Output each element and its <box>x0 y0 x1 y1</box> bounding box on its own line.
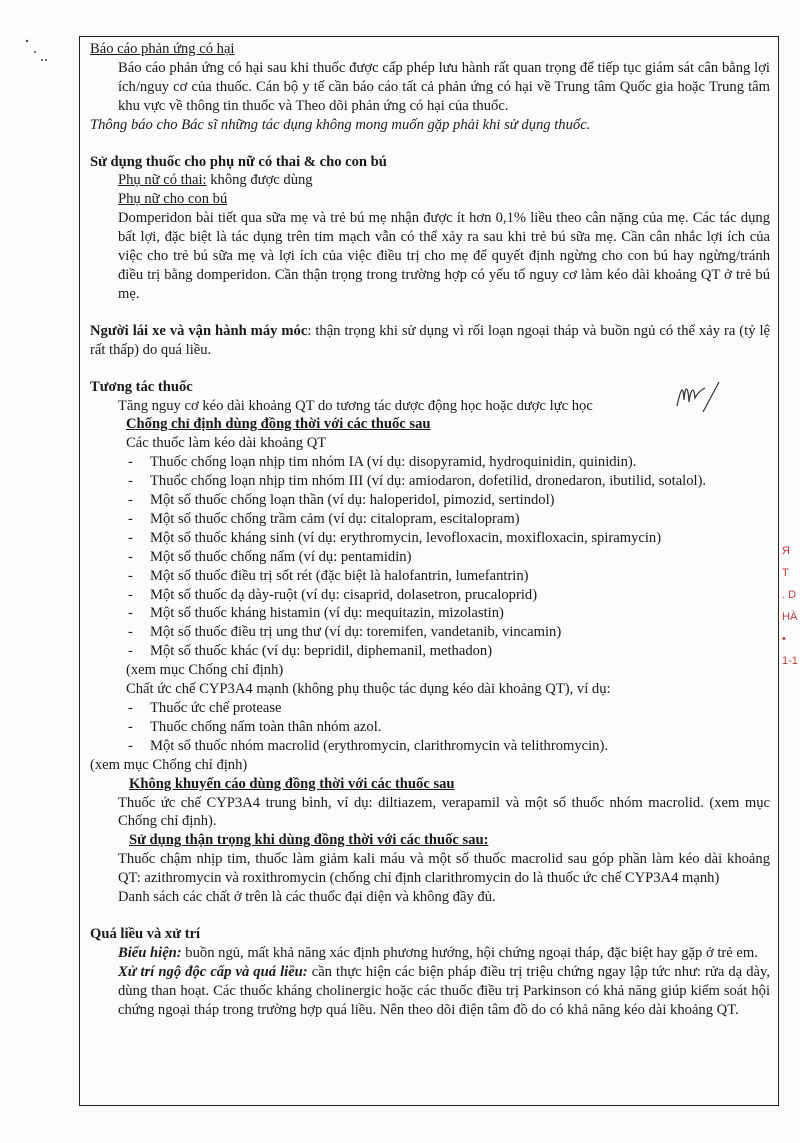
overdose-symptoms <box>90 944 770 963</box>
pregnancy-heading: Sử dụng thuốc cho phụ nữ có thai & cho con bú <box>90 153 387 170</box>
list-item: - Một số thuốc khác (ví dụ: bepridil, diphemanil, methadon) <box>90 642 770 661</box>
not-recommended-heading: Không khuyến cáo dùng đồng thời với các thuốc sau <box>129 775 455 792</box>
adr-heading: Báo cáo phản ứng có hại <box>90 41 235 57</box>
caution-text: Thuốc chậm nhịp tim, thuốc làm giảm kali máu và một số thuốc macrolid sau góp phần làm kéo dài khoảng QT: azithromycin và roxithromycin (chống chỉ định clarithromycin do là thuốc ức chế CYP3A4 mạnh) <box>118 851 770 887</box>
pregnant-line <box>90 171 770 190</box>
stamp-text: T <box>782 567 789 579</box>
caution-heading: Sử dụng thận trọng khi dùng đồng thời với các thuốc sau: <box>129 832 489 849</box>
not-recommended-text: Thuốc ức chế CYP3A4 trung bình, ví dụ: diltiazem, verapamil và một số thuốc nhóm macrolid. (xem mục Chống chỉ định). <box>118 794 770 830</box>
adr-note: Thông báo cho Bác sĩ những tác dụng không mong muốn gặp phải khi sử dụng thuốc. <box>90 116 591 133</box>
list-item: - Một số thuốc kháng sinh (ví dụ: erythromycin, levofloxacin, moxifloxacin, spiramycin) <box>90 529 770 548</box>
pregnant-value: không được dùng <box>206 172 313 189</box>
stamp-text: . D <box>782 589 797 601</box>
list-item: - Thuốc ức chế protease <box>90 699 770 718</box>
cyp-drugs-list <box>90 699 770 756</box>
list-item: - Một số thuốc nhóm macrolid (erythromycin, clarithromycin và telithromycin). <box>90 737 770 756</box>
stamp-icon <box>782 540 800 672</box>
cyp-label: Chất ức chế CYP3A4 mạnh (không phụ thuộc tác dụng kéo dài khoảng QT), ví dụ: <box>126 681 611 698</box>
symptoms-text: buồn ngủ, mất khả năng xác định phương hướng, hội chứng ngoại tháp, đặc biệt hay gặp ở trẻ em. <box>181 944 758 961</box>
qt-drugs-list <box>90 453 770 661</box>
overdose-heading: Quá liều và xử trí <box>90 925 201 942</box>
lactating-label: Phụ nữ cho con bú <box>118 191 228 208</box>
driving-paragraph <box>90 322 770 360</box>
see-contra-note: (xem mục Chống chỉ định) <box>126 662 284 679</box>
document-body <box>90 40 770 1020</box>
list-item: - Một số thuốc kháng histamin (ví dụ: mequitazin, mizolastin) <box>90 604 770 623</box>
see-contra-note: (xem mục Chống chỉ định) <box>90 756 248 773</box>
qt-drugs-label: Các thuốc làm kéo dài khoảng QT <box>126 435 327 452</box>
list-item: - Một số thuốc điều trị ung thư (ví dụ: toremifen, vandetanib, vincamin) <box>90 623 770 642</box>
lactating-text: Domperidon bài tiết qua sữa mẹ và trẻ bú mẹ nhận được ít hơn 0,1% liều theo cân nặng của mẹ. Các tác dụng bất lợi, đặc biệt là tác dụng trên tim mạch vẫn có thể xảy ra sau khi trẻ bú sữa mẹ. Cần cân nhắc lợi ích của việc cho trẻ bú sữa mẹ và lợi ích của việc điều trị cho mẹ để quyết định ngừng cho con bú hay ngừng/tránh điều trị bằng domperidon. Cần thận trọng trong trường hợp có yếu tố nguy cơ làm kéo dài khoảng QT ở trẻ bú mẹ. <box>118 210 770 302</box>
signature-icon <box>675 378 721 414</box>
stamp-text: HÀ <box>782 611 798 623</box>
symptoms-label: Biểu hiện: <box>118 944 182 961</box>
list-item: - Một số thuốc chống loạn thần (ví dụ: haloperidol, pimozid, sertindol) <box>90 491 770 510</box>
list-item: - Thuốc chống loạn nhịp tim nhóm III (ví dụ: amiodaron, dofetilid, dronedaron, ibutilid, sotalol). <box>90 472 770 491</box>
stamp-text: Я <box>782 545 790 557</box>
list-item: - Thuốc chống nấm toàn thân nhóm azol. <box>90 718 770 737</box>
stamp-text: • <box>782 633 786 645</box>
treatment-label: Xử trí ngộ độc cấp và quá liều: <box>118 963 308 980</box>
list-item: - Một số thuốc chống nấm (ví dụ: pentamidin) <box>90 548 770 567</box>
list-item: - Một số thuốc dạ dày-ruột (ví dụ: cisaprid, dolasetron, prucaloprid) <box>90 586 770 605</box>
list-item: - Thuốc chống loạn nhịp tim nhóm IA (ví dụ: disopyramid, hydroquinidin, quinidin). <box>90 453 770 472</box>
adr-paragraph: Báo cáo phản ứng có hại sau khi thuốc được cấp phép lưu hành rất quan trọng để tiếp tục giám sát cân bằng lợi ích/nguy cơ của thuốc. Cán bộ y tế cần báo cáo tất cả phản ứng có hại về Trung tâm Quốc gia hoặc Trung tâm khu vực về thông tin thuốc và Theo dõi phản ứng có hại của thuốc. <box>118 59 770 114</box>
interactions-heading: Tương tác thuốc <box>90 378 193 395</box>
contra-heading: Chống chỉ định dùng đồng thời với các thuốc sau <box>126 416 431 433</box>
overdose-treatment <box>90 963 770 1020</box>
pregnant-label: Phụ nữ có thai: <box>118 172 207 189</box>
driving-label: Người lái xe và vận hành máy móc <box>90 322 308 339</box>
treatment-text: cần thực hiện các biện pháp điều trị triệu chứng ngay lập tức như: rửa dạ dày, dùng than hoạt. Các thuốc kháng cholinergic hoặc các thuốc điều trị Parkinson có khả năng giúp kiểm soát hội chứng ngoại tháp trong trường hợp quá liều. Nên theo dõi điện tâm đồ do có khả năng kéo dài khoảng QT. <box>118 963 770 1018</box>
driving-text: : thận trọng khi sử dụng vì rối loạn ngoại tháp và buồn ngủ có thể xảy ra (tỷ lệ rất thấp) do quá liều. <box>90 322 770 358</box>
interactions-intro: Tăng nguy cơ kéo dài khoảng QT do tương tác dược động học hoặc dược lực học <box>118 397 593 414</box>
list-item: - Một số thuốc chống trầm cảm (ví dụ: citalopram, escitalopram) <box>90 510 770 529</box>
list-note: Danh sách các chất ở trên là các thuốc đại diện và không đầy đủ. <box>118 889 496 906</box>
list-item: - Một số thuốc điều trị sốt rét (đặc biệt là halofantrin, lumefantrin) <box>90 567 770 586</box>
scan-marks <box>24 38 54 68</box>
stamp-text: 1-1 <box>782 655 798 667</box>
